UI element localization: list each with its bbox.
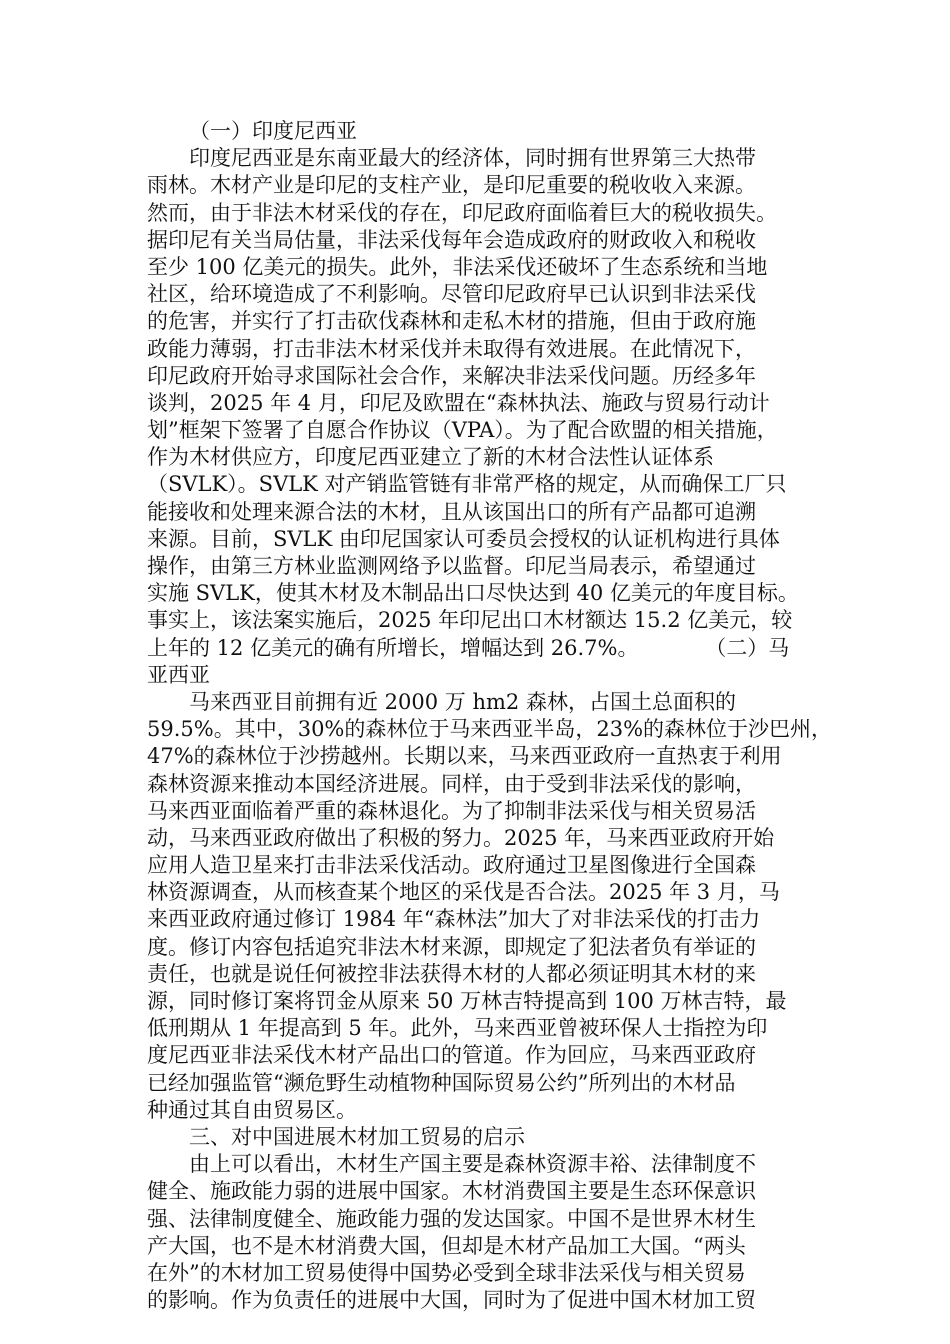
text-line: 来源。目前，SVLK 由印尼国家认可委员会授权的认证机构进行具体 (147, 526, 780, 551)
text-line: 在外”的木材加工贸易使得中国势必受到全球非法采伐与相关贸易 (147, 1260, 746, 1285)
text-line: 划”框架下签署了自愿合作协议（VPA）。为了配合欧盟的相关措施， (147, 418, 778, 443)
text-line: 来西亚政府通过修订 1984 年“森林法”加大了对非法采伐的打击力 (147, 907, 761, 932)
text-line: 的危害，并实行了打击砍伐森林和走私木材的措施，但由于政府施 (147, 309, 756, 334)
text-line: 59.5%。其中，30%的森林位于马来西亚半岛，23%的森林位于沙巴州， (147, 717, 833, 742)
text-line: 印尼政府开始寻求国际社会合作，来解决非法采伐问题。历经多年 (147, 363, 756, 388)
text-line: 能接收和处理来源合法的木材，且从该国出口的所有产品都可追溯 (147, 499, 756, 524)
text-line: 马来西亚目前拥有近 2000 万 hm2 森林，占国土总面积的 (189, 689, 736, 714)
text-line: 种通过其自由贸易区。 (147, 1097, 357, 1122)
text-line: 谈判，2025 年 4 月，印尼及欧盟在“森林执法、施政与贸易行动计 (147, 390, 770, 415)
text-line: 作为木材供应方，印度尼西亚建立了新的木材合法性认证体系 (147, 445, 714, 470)
text-line: 责任，也就是说任何被控非法获得木材的人都必须证明其木材的来 (147, 961, 756, 986)
paragraph-indonesia (147, 145, 812, 689)
text-line: 社区，给环境造成了不利影响。尽管印尼政府早已认识到非法采伐 (147, 282, 756, 307)
text-line: 马来西亚面临着严重的森林退化。为了抑制非法采伐与相关贸易活 (147, 798, 756, 823)
text-line: 已经加强监管“濒危野生动植物种国际贸易公约”所列出的木材品 (147, 1070, 736, 1095)
text-line: 动，马来西亚政府做出了积极的努力。2025 年，马来西亚政府开始 (147, 825, 775, 850)
text-line: 应用人造卫星来打击非法采伐活动。政府通过卫星图像进行全国森 (147, 853, 756, 878)
section-title-three: 三、对中国进展木材加工贸易的启示 (189, 1124, 525, 1149)
text-line: 强、法律制度健全、施政能力强的发达国家。中国不是世界木材生 (147, 1206, 756, 1231)
paragraph-malaysia (147, 689, 833, 1124)
text-line: 至少 100 亿美元的损失。此外，非法采伐还破坏了生态系统和当地 (147, 254, 768, 279)
text-line: 政能力薄弱，打击非法木材采伐并未取得有效进展。在此情况下， (147, 336, 756, 361)
text-line: 47%的森林位于沙捞越州。长期以来，马来西亚政府一直热衷于利用 (147, 744, 782, 769)
paragraph-china (147, 1151, 812, 1314)
text-line: 操作，由第三方林业监测网络予以监督。印尼当局表示，希望通过 (147, 554, 756, 578)
text-line: 的影响。作为负责任的进展中大国，同时为了促进中国木材加工贸 (147, 1288, 756, 1313)
text-line: 然而，由于非法木材采伐的存在，印尼政府面临着巨大的税收损失。 (147, 200, 777, 225)
text-line: 森林资源来推动本国经济进展。同样，由于受到非法采伐的影响， (147, 771, 756, 796)
text-line: 健全、施政能力弱的进展中国家。木材消费国主要是生态环保意识 (147, 1179, 756, 1204)
text-line: 印度尼西亚是东南亚最大的经济体，同时拥有世界第三大热带 (189, 146, 756, 171)
text-line: 雨林。木材产业是印尼的支柱产业，是印尼重要的税收收入来源。 (147, 173, 756, 198)
text-line: 事实上，该法案实施后，2025 年印尼出口木材额达 15.2 亿美元，较 (147, 608, 793, 633)
text-line: 度。修订内容包括追究非法木材来源，即规定了犯法者负有举证的 (147, 934, 756, 959)
text-line: 度尼西亚非法采伐木材产品出口的管道。作为回应，马来西亚政府 (147, 1043, 756, 1068)
text-line: 由上可以看出，木材生产国主要是森林资源丰裕、法律制度不 (189, 1152, 756, 1177)
text-line: 实施 SVLK，使其木材及木制品出口尽快达到 40 亿美元的年度目标。 (147, 581, 799, 606)
text-line: 源，同时修订案将罚金从原来 50 万林吉特提高到 100 万林吉特，最 (147, 989, 787, 1013)
text-line: 据印尼有关当局估量，非法采伐每年会造成政府的财政收入和税收 (147, 227, 756, 252)
text-line: 上年的 12 亿美元的确有所增长，增幅达到 26.7%。 （二）马 (147, 635, 790, 660)
section-title-indonesia: （一）印度尼西亚 (189, 119, 357, 143)
text-line: 林资源调查，从而核查某个地区的采伐是否合法。2025 年 3 月，马 (147, 880, 780, 905)
document-body (147, 118, 833, 1314)
text-line: （SVLK）。SVLK 对产销监管链有非常严格的规定，从而确保工厂只 (147, 472, 787, 497)
text-line: 低刑期从 1 年提高到 5 年。此外，马来西亚曾被环保人士指控为印 (147, 1016, 768, 1041)
section-title-malaysia: 亚西亚 (147, 662, 210, 687)
text-line: 产大国，也不是木材消费大国，但却是木材产品加工大国。“两头 (147, 1233, 746, 1258)
